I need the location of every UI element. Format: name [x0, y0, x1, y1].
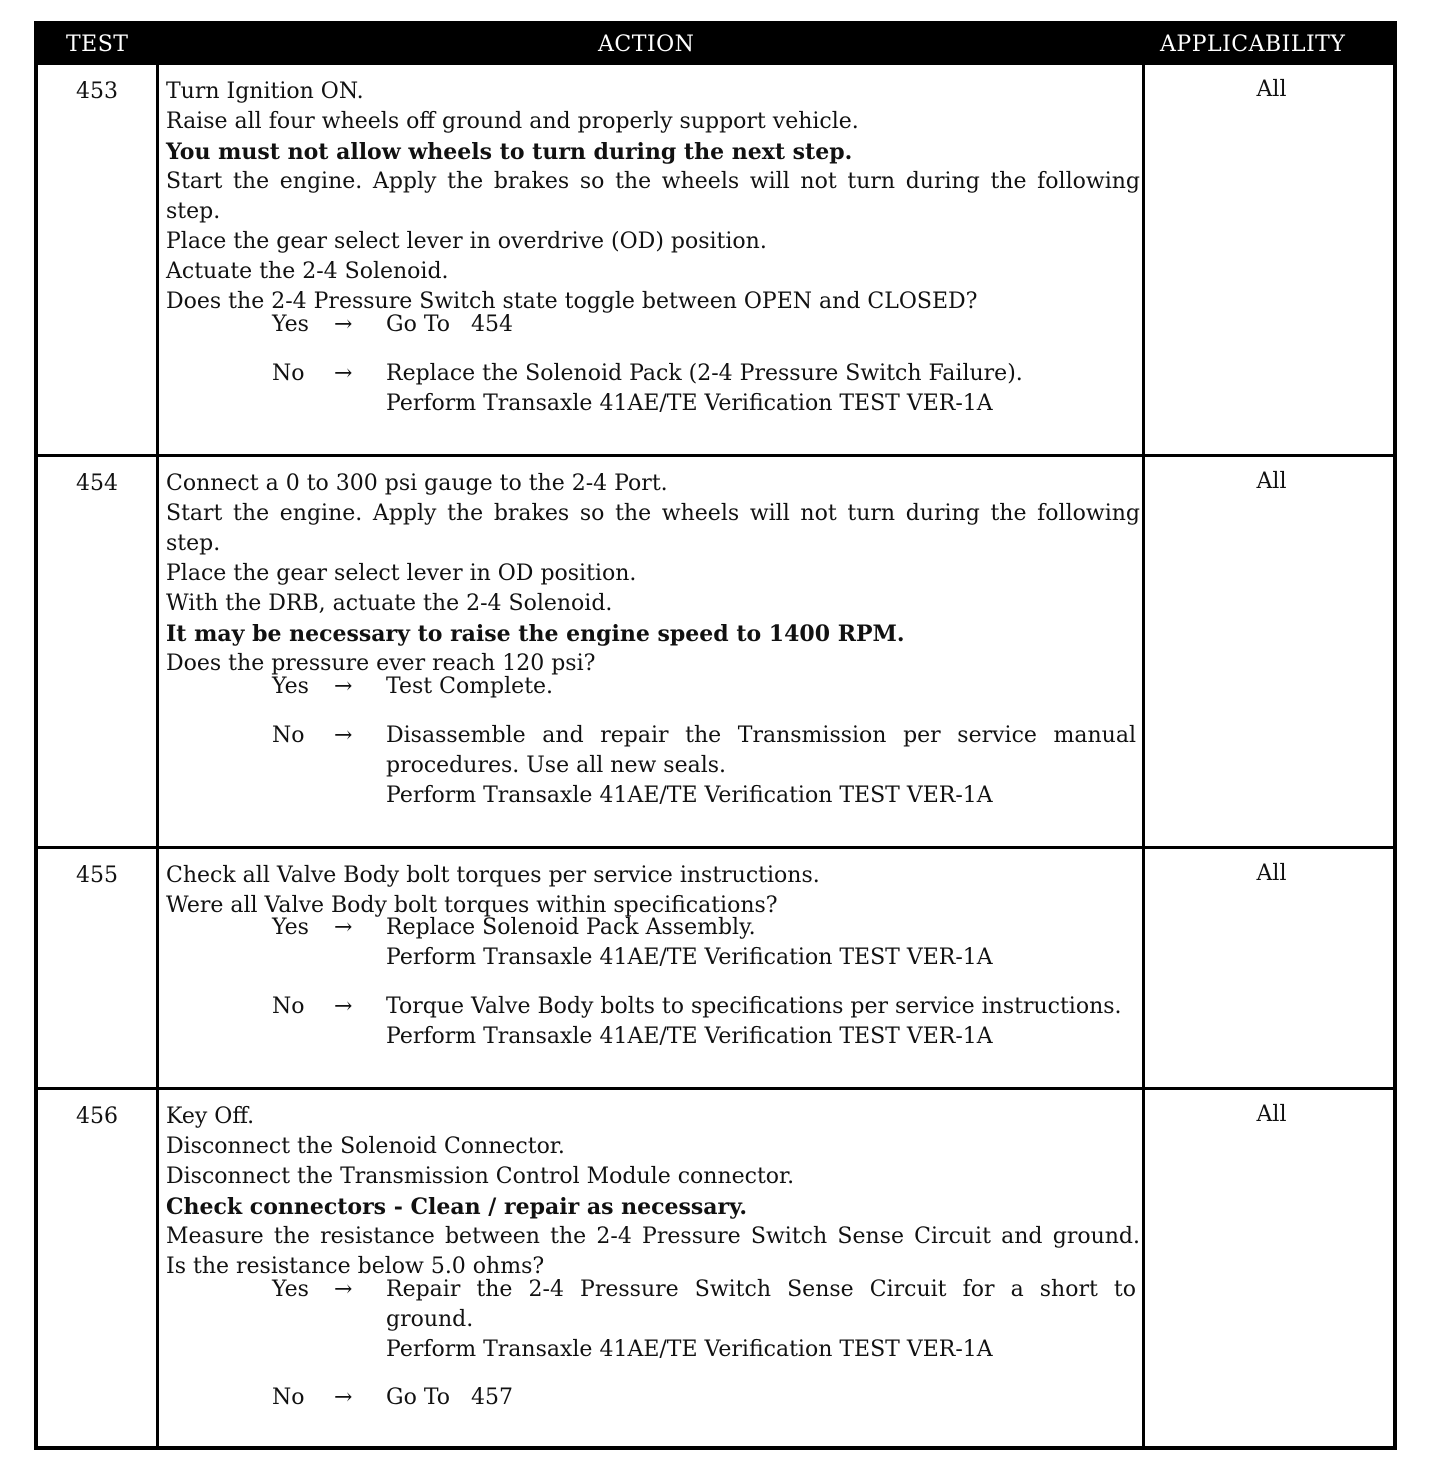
arrow-icon: → [334, 1385, 353, 1410]
applicability-value: All [1256, 861, 1287, 886]
action-line: Start the engine. Apply the brakes so the wheels will not turn during the following [166, 169, 1140, 194]
instruction-line: Replace the Solenoid Pack (2-4 Pressure Switch Failure). [386, 361, 1023, 386]
action-line: Does the pressure ever reach 120 psi? [166, 651, 596, 676]
action-text [166, 469, 1140, 679]
action-line: Turn Ignition ON. [166, 79, 364, 104]
action-line: step. [166, 199, 221, 224]
action-line: Check connectors - Clean / repair as necessary. [166, 1194, 748, 1220]
applicability-value: All [1256, 1102, 1287, 1127]
arrow-icon: → [334, 723, 353, 748]
instruction-line: Perform Transaxle 41AE/TE Verification TEST VER-1A [386, 945, 993, 970]
yes-label: Yes [272, 674, 309, 699]
no-instruction [386, 721, 1136, 811]
header-action: ACTION [598, 32, 695, 57]
arrow-icon: → [334, 674, 353, 699]
action-line: Place the gear select lever in OD position. [166, 561, 637, 586]
instruction-line: Perform Transaxle 41AE/TE Verification TEST VER-1A [386, 1024, 993, 1049]
action-line: step. [166, 531, 221, 556]
yes-label: Yes [272, 915, 309, 940]
yes-instruction [386, 913, 1136, 973]
column-divider [1142, 25, 1145, 1446]
action-text [166, 1102, 1140, 1282]
applicability-value: All [1256, 77, 1287, 102]
action-line: Check all Valve Body bolt torques per service instructions. [166, 863, 820, 888]
no-instruction [386, 359, 1136, 419]
column-divider [156, 25, 159, 1446]
instruction-line: Replace Solenoid Pack Assembly. [386, 915, 756, 940]
instruction-line: Disassemble and repair the Transmission per service manual [386, 723, 1136, 748]
applicability-value: All [1256, 469, 1287, 494]
action-line: Is the resistance below 5.0 ohms? [166, 1254, 545, 1279]
no-instruction [386, 992, 1136, 1052]
test-number: 454 [76, 471, 118, 496]
test-number: 456 [76, 1104, 118, 1129]
no-label: No [272, 1385, 305, 1410]
arrow-icon: → [334, 1277, 353, 1302]
row-divider [38, 454, 1393, 457]
instruction-line: Go To 454 [386, 312, 513, 337]
action-line: Disconnect the Transmission Control Module connector. [166, 1164, 795, 1189]
action-line: With the DRB, actuate the 2-4 Solenoid. [166, 591, 613, 616]
no-label: No [272, 994, 305, 1019]
yes-instruction [386, 310, 1136, 340]
row-divider [38, 1087, 1393, 1090]
arrow-icon: → [334, 312, 353, 337]
yes-instruction [386, 672, 1136, 702]
action-line: Key Off. [166, 1104, 255, 1129]
table-header [38, 25, 1393, 65]
row-divider [38, 846, 1393, 849]
action-line: You must not allow wheels to turn during the next step. [166, 139, 853, 165]
instruction-line: Torque Valve Body bolts to specifications per service instructions. [386, 994, 1122, 1019]
action-line: Connect a 0 to 300 psi gauge to the 2-4 Port. [166, 471, 668, 496]
action-line: Were all Valve Body bolt torques within specifications? [166, 893, 778, 918]
no-label: No [272, 361, 305, 386]
arrow-icon: → [334, 915, 353, 940]
yes-label: Yes [272, 1277, 309, 1302]
test-number: 453 [76, 79, 118, 104]
action-line: Start the engine. Apply the brakes so the wheels will not turn during the following [166, 501, 1140, 526]
instruction-line: Test Complete. [386, 674, 554, 699]
arrow-icon: → [334, 994, 353, 1019]
yes-label: Yes [272, 312, 309, 337]
yes-instruction [386, 1275, 1136, 1365]
action-text [166, 861, 1140, 921]
action-line: Place the gear select lever in overdrive (OD) position. [166, 229, 767, 254]
instruction-line: procedures. Use all new seals. [386, 753, 727, 778]
action-line: Actuate the 2-4 Solenoid. [166, 259, 449, 284]
action-line: Disconnect the Solenoid Connector. [166, 1134, 565, 1159]
no-instruction [386, 1383, 1136, 1413]
diagnostic-test-table [34, 21, 1397, 1450]
instruction-line: Perform Transaxle 41AE/TE Verification TEST VER-1A [386, 391, 993, 416]
action-line: It may be necessary to raise the engine speed to 1400 RPM. [166, 621, 905, 647]
instruction-line: Go To 457 [386, 1385, 513, 1410]
action-line: Raise all four wheels off ground and properly support vehicle. [166, 109, 859, 134]
instruction-line: Repair the 2-4 Pressure Switch Sense Circuit for a short to [386, 1277, 1136, 1302]
header-applicability: APPLICABILITY [1160, 32, 1346, 57]
instruction-line: ground. [386, 1307, 474, 1332]
action-line: Measure the resistance between the 2-4 Pressure Switch Sense Circuit and ground. [166, 1224, 1140, 1249]
instruction-line: Perform Transaxle 41AE/TE Verification TEST VER-1A [386, 783, 993, 808]
no-label: No [272, 723, 305, 748]
header-test: TEST [66, 32, 129, 57]
action-text [166, 77, 1140, 317]
instruction-line: Perform Transaxle 41AE/TE Verification TEST VER-1A [386, 1337, 993, 1362]
action-line: Does the 2-4 Pressure Switch state toggle between OPEN and CLOSED? [166, 289, 978, 314]
arrow-icon: → [334, 361, 353, 386]
test-number: 455 [76, 863, 118, 888]
